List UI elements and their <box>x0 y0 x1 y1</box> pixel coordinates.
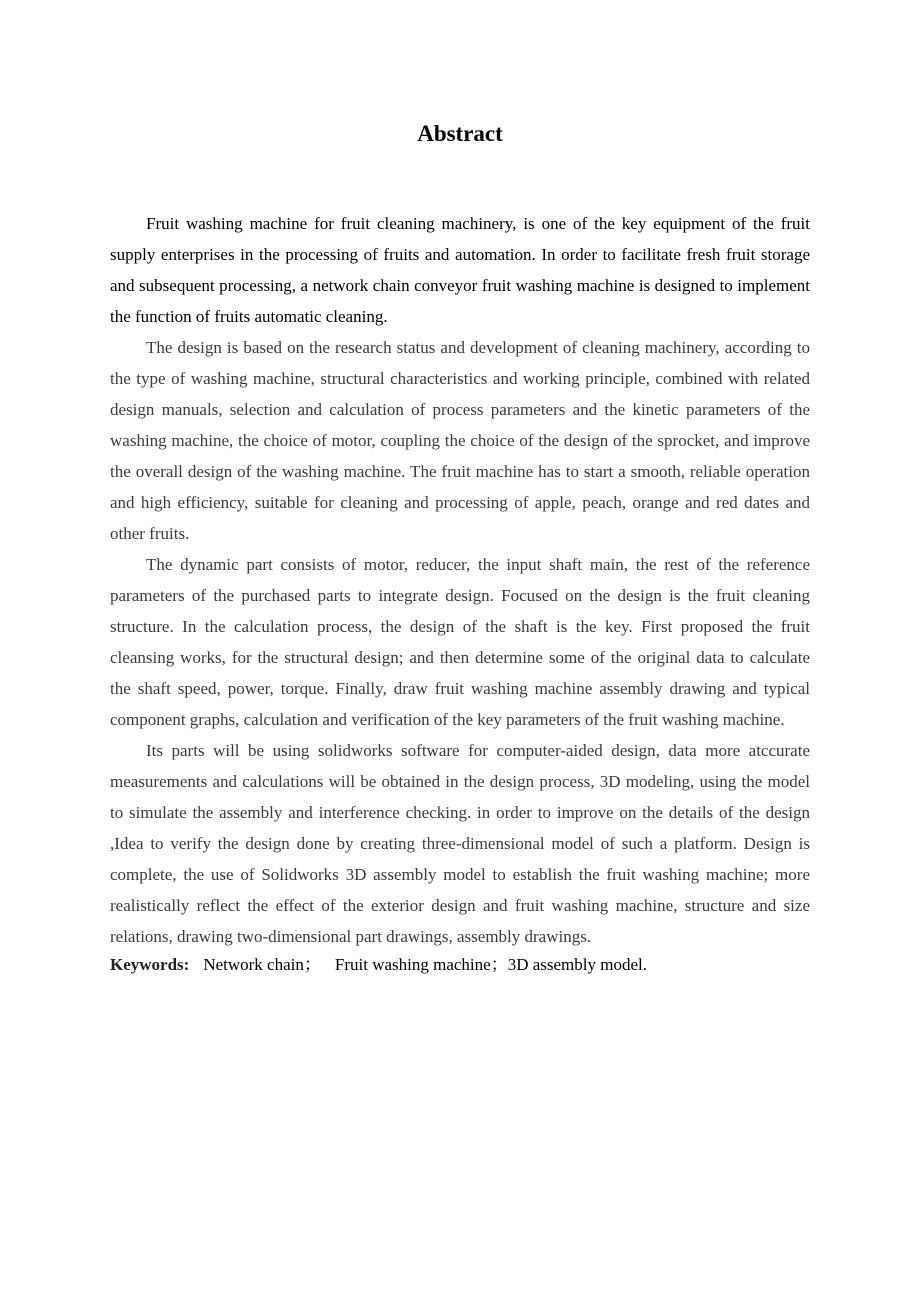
abstract-paragraph-1: Fruit washing machine for fruit cleaning machinery, is one of the key equipment of the fruit supply enterprises in the processing of fruits and automation. In order to facilitate fresh fruit storage and subsequent processing, a network chain conveyor fruit washing machine is designed to implement the function of fruits automatic cleaning. <box>110 214 810 326</box>
abstract-paragraph-3: The dynamic part consists of motor, reducer, the input shaft main, the rest of the reference parameters of the purchased parts to integrate design. Focused on the design is the fruit cleaning structure. In the calculation process, the design of the shaft is the key. First proposed the fruit cleansing works, for the structural design; and then determine some of the original data to calculate the shaft speed, power, torque. Finally, draw fruit washing machine assembly drawing and typical component graphs, calculation and verification of the key parameters of the fruit washing machine. <box>110 555 810 729</box>
abstract-paragraph-4: Its parts will be using solidworks software for computer-aided design, data more atccurate measurements and calculations will be obtained in the design process, 3D modeling, using the model to simulate the assembly and interference checking. in order to improve on the details of the design ,Idea to verify the design done by creating three-dimensional model of such a platform. Design is complete, the use of Solidworks 3D assembly model to establish the fruit washing machine; more realistically reflect the effect of the exterior design and fruit washing machine, structure and size relations, drawing two-dimensional part drawings, assembly drawings. <box>110 741 810 946</box>
keyword-item: Network chain <box>203 955 304 974</box>
keywords-line <box>110 952 810 978</box>
abstract-body <box>110 208 810 978</box>
keyword-item: Fruit washing machine <box>334 955 491 974</box>
page-title: Abstract <box>417 121 503 146</box>
keywords-label: Keywords: <box>110 955 190 974</box>
keyword-item: 3D assembly model. <box>507 955 647 974</box>
keyword-separator: ； <box>303 955 321 974</box>
abstract-paragraph-2: The design is based on the research status and development of cleaning machinery, according to the type of washing machine, structural characteristics and working principle, combined with related design manuals, selection and calculation of process parameters and the kinetic parameters of the washing machine, the choice of motor, coupling the choice of the design of the sprocket, and improve the overall design of the washing machine. The fruit machine has to start a smooth, reliable operation and high efficiency, suitable for cleaning and processing of apple, peach, orange and red dates and other fruits. <box>110 338 810 543</box>
keyword-separator: ； <box>490 955 508 974</box>
